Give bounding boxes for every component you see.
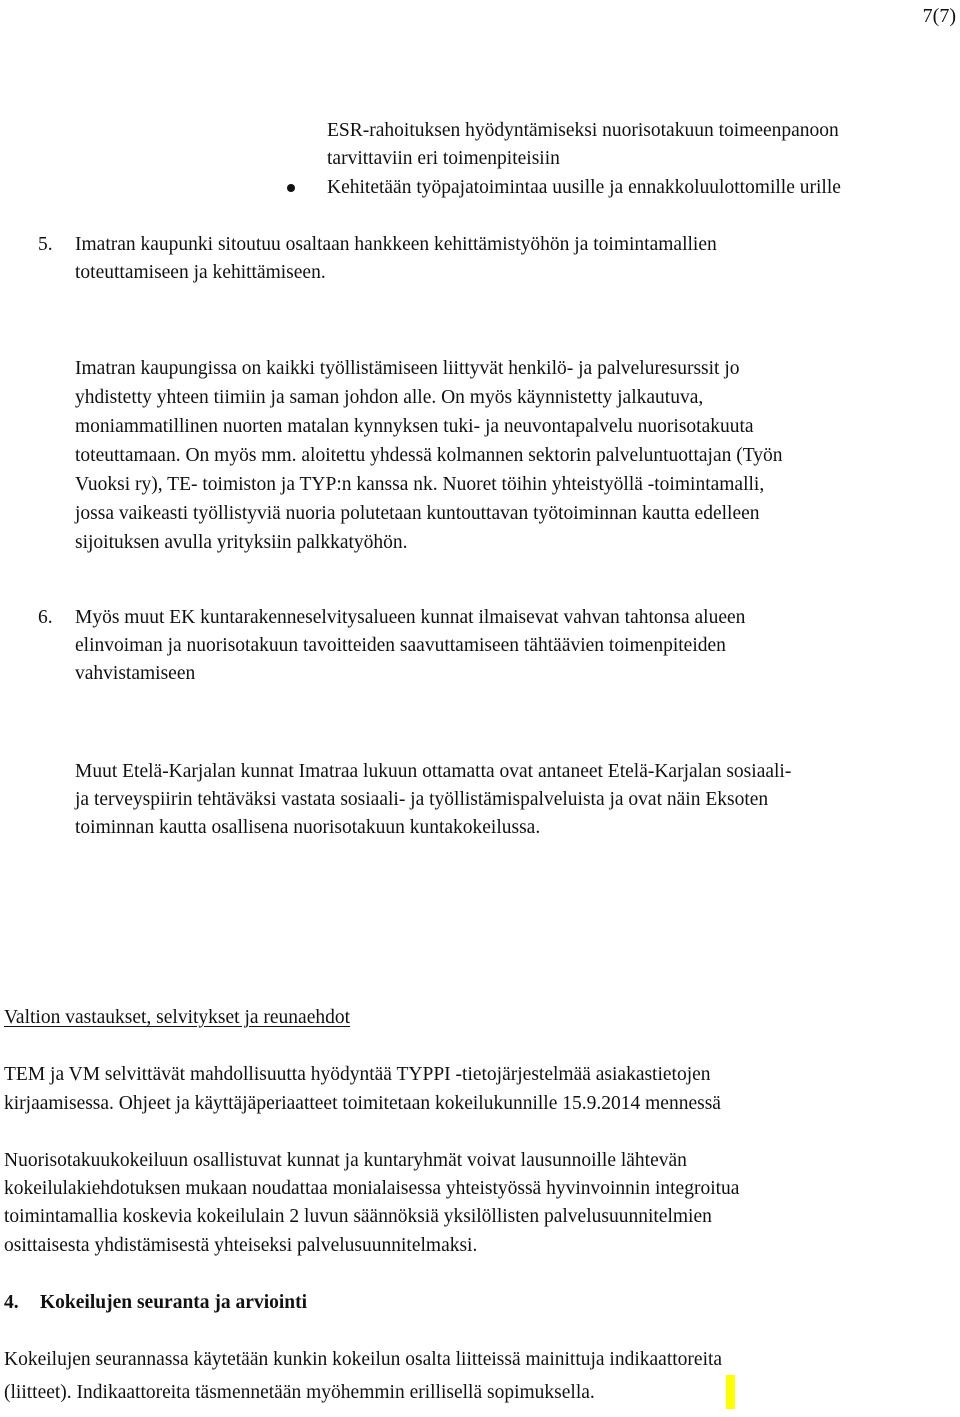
paragraph-line: Vuoksi ry), TE- toimiston ja TYP:n kanssa nk. Nuoret töihin yhteistyöllä -toimintamalli, xyxy=(75,474,765,495)
paragraph-line: TEM ja VM selvittävät mahdollisuutta hyödyntää TYPPI -tietojärjestelmää asiakastietojen xyxy=(4,1064,711,1085)
paragraph-line: Imatran kaupungissa on kaikki työllistämiseen liittyvät henkilö- ja palveluresurssit jo xyxy=(75,358,740,379)
item-text-line: toteuttamiseen ja kehittämiseen. xyxy=(75,262,326,283)
list-continuation-line: ESR-rahoituksen hyödyntämiseksi nuorisotakuun toimeenpanoon xyxy=(327,120,839,141)
section-number: 4. xyxy=(4,1292,19,1313)
paragraph-line: toimintamallia koskevia kokeilulain 2 luvun säännöksiä yksilöllisten palvelusuunnitelmien xyxy=(4,1206,712,1227)
list-continuation-line: tarvittaviin eri toimenpiteisiin xyxy=(327,148,560,169)
paragraph-line: kirjaamisessa. Ohjeet ja käyttäjäperiaatteet toimitetaan kokeilukunnille 15.9.2014 mennessä xyxy=(4,1093,721,1114)
item-text-line: vahvistamiseen xyxy=(75,663,196,684)
paragraph-line: Kokeilujen seurannassa käytetään kunkin kokeilun osalta liitteissä mainittuja indikaattoreita xyxy=(4,1349,723,1370)
paragraph-line: yhdistetty yhteen tiimiin ja saman johdon alle. On myös käynnistetty jalkautuva, xyxy=(75,387,704,408)
paragraph-line: sijoituksen avulla yrityksiin palkkatyöhön. xyxy=(75,532,408,553)
paragraph-line: ja terveyspiirin tehtäväksi vastata sosiaali- ja työllistämispalveluista ja ovat näin Eksoten xyxy=(75,789,769,810)
bullet-icon xyxy=(287,184,295,192)
list-item: Kehitetään työpajatoimintaa uusille ja ennakkoluulottomille urille xyxy=(327,177,841,198)
paragraph-line: osittaisesta yhdistämisestä yhteiseksi palvelusuunnitelmaksi. xyxy=(4,1235,478,1256)
paragraph-line: kokeilulakiehdotuksen mukaan noudattaa monialaisessa yhteistyössä hyvinvoinnin integroitua xyxy=(4,1178,740,1199)
text-highlight-mark xyxy=(726,1375,735,1409)
item-text-line: Myös muut EK kuntarakenneselvitysalueen kunnat ilmaisevat vahvan tahtonsa alueen xyxy=(75,607,746,628)
paragraph-line: (liitteet). Indikaattoreita täsmennetään myöhemmin erillisellä sopimuksella. xyxy=(4,1382,595,1403)
paragraph-line: moniammatillinen nuorten matalan kynnyksen tuki- ja neuvontapalvelu nuorisotakuuta xyxy=(75,416,754,437)
page-number: 7(7) xyxy=(922,5,956,27)
paragraph-line: toteuttamaan. On myös mm. aloitettu yhdessä kolmannen sektorin palveluntuottajan (Työn xyxy=(75,445,783,466)
paragraph-line: Nuorisotakuukokeiluun osallistuvat kunnat ja kuntaryhmät voivat lausunnoille lähtevän xyxy=(4,1150,687,1171)
paragraph-line: Muut Etelä-Karjalan kunnat Imatraa lukuun ottamatta ovat antaneet Etelä-Karjalan sosiaali- xyxy=(75,761,792,782)
item-number: 5. xyxy=(38,234,53,255)
section-heading: Kokeilujen seuranta ja arviointi xyxy=(40,1292,308,1313)
paragraph-line: jossa vaikeasti työllistyviä nuoria polutetaan kuntouttavan työtoiminnan kautta edelleen xyxy=(75,503,760,524)
item-text-line: Imatran kaupunki sitoutuu osaltaan hankkeen kehittämistyöhön ja toimintamallien xyxy=(75,234,717,255)
item-number: 6. xyxy=(38,607,53,628)
item-text-line: elinvoiman ja nuorisotakuun tavoitteiden saavuttamiseen tähtäävien toimenpiteiden xyxy=(75,635,726,656)
section-heading: Valtion vastaukset, selvitykset ja reunaehdot xyxy=(4,1007,351,1028)
paragraph-line: toiminnan kautta osallisena nuorisotakuun kuntakokeilussa. xyxy=(75,817,541,838)
